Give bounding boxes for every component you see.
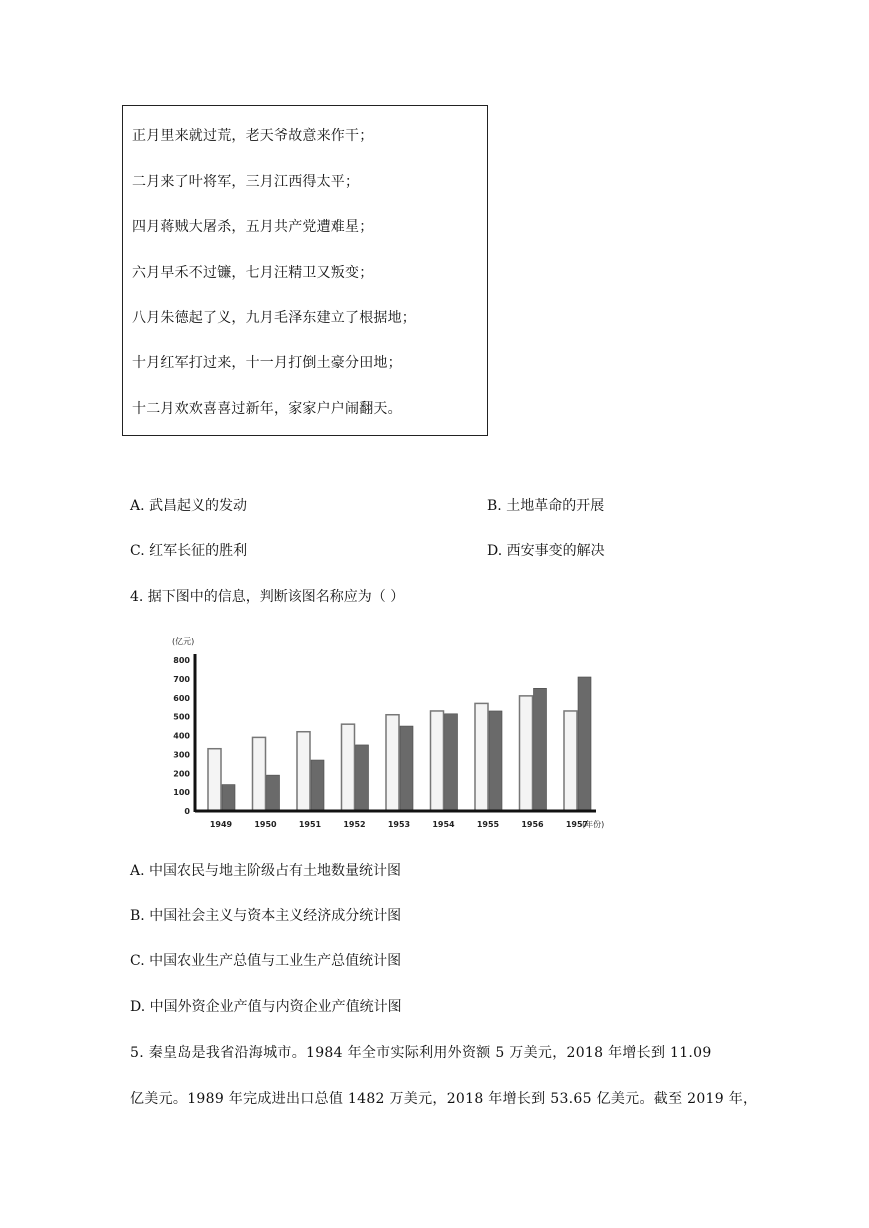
q4-option-d: D. 中国外资企业产值与内资企业产值统计图: [130, 999, 402, 1015]
x-tick-label: 1957: [565, 820, 589, 829]
y-axis-label: (亿元): [172, 637, 195, 646]
x-axis-label: (年份): [582, 820, 605, 829]
y-tick-label: 700: [173, 674, 190, 684]
x-tick-label: 1955: [476, 820, 500, 829]
bar-1950-series-1: [253, 737, 266, 811]
y-tick-label: 500: [173, 712, 190, 722]
bar-1953-series-1: [386, 715, 399, 811]
y-tick-label: 600: [173, 693, 190, 703]
q3-option-d: D. 西安事变的解决: [487, 543, 605, 559]
x-tick-label: 1949: [209, 820, 233, 829]
bar-1949-series-1: [208, 749, 221, 811]
bar-1957-series-2: [578, 677, 591, 811]
y-tick-label: 100: [173, 788, 190, 798]
bar-1957-series-1: [564, 711, 577, 811]
bar-1953-series-2: [400, 726, 413, 811]
bar-1949-series-2: [222, 785, 235, 811]
q4-stem: 4. 据下图中的信息，判断该图名称应为（ ）: [130, 589, 405, 605]
q3-option-c: C. 红军长征的胜利: [130, 543, 248, 559]
bar-1952-series-1: [342, 724, 355, 811]
q3-option-b: B. 土地革命的开展: [487, 498, 605, 514]
q4-option-b: B. 中国社会主义与资本主义经济成分统计图: [130, 908, 402, 924]
x-tick-label: 1950: [254, 820, 277, 829]
bar-1952-series-2: [356, 745, 369, 811]
bar-1956-series-2: [534, 688, 547, 811]
bar-1955-series-1: [475, 703, 488, 811]
y-tick-label: 800: [173, 656, 190, 665]
bar-1951-series-1: [297, 732, 310, 811]
q5-text-line-2: 亿美元。1989 年完成进出口总值 1482 万美元，2018 年增长到 53.65 亿美元。截至 2019 年，: [130, 1091, 758, 1107]
bar-chart-svg: [150, 630, 610, 835]
x-tick-label: 1953: [387, 820, 411, 829]
poem-line: 八月朱德起了义，九月毛泽东建立了根据地；: [132, 310, 416, 326]
poem-box: [122, 105, 488, 436]
poem-line: 十月红军打过来，十一月打倒土豪分田地；: [132, 355, 402, 371]
x-tick-label: 1952: [343, 820, 366, 829]
y-tick-label: 300: [173, 750, 190, 760]
bar-chart: [150, 630, 610, 835]
poem-line: 六月早禾不过镰，七月汪精卫又叛变；: [132, 265, 374, 281]
q3-option-a: A. 武昌起义的发动: [130, 498, 248, 514]
bar-1954-series-1: [431, 711, 444, 811]
y-tick-label: 400: [173, 731, 190, 741]
y-tick-label: 200: [173, 769, 190, 779]
bar-1950-series-2: [267, 775, 280, 811]
x-tick-label: 1954: [432, 820, 455, 829]
poem-line: 十二月欢欢喜喜过新年，家家户户闹翻天。: [132, 401, 402, 417]
q5-text-line-1: 5. 秦皇岛是我省沿海城市。1984 年全市实际利用外资额 5 万美元，2018 年增长到 11.09: [130, 1045, 712, 1061]
y-tick-label: 0: [184, 807, 190, 816]
q4-option-a: A. 中国农民与地主阶级占有土地数量统计图: [130, 863, 402, 879]
bar-1956-series-1: [520, 696, 533, 811]
poem-line: 二月来了叶将军，三月江西得太平；: [132, 174, 360, 190]
x-tick-label: 1951: [298, 820, 322, 829]
bar-1955-series-2: [489, 711, 502, 811]
poem-line: 正月里来就过荒，老天爷故意来作干；: [132, 128, 374, 144]
bar-1954-series-2: [445, 714, 458, 811]
q4-option-c: C. 中国农业生产总值与工业生产总值统计图: [130, 953, 402, 969]
bar-1951-series-2: [311, 760, 324, 811]
x-tick-label: 1956: [521, 820, 544, 829]
poem-line: 四月蒋贼大屠杀，五月共产党遭难星；: [132, 219, 374, 235]
